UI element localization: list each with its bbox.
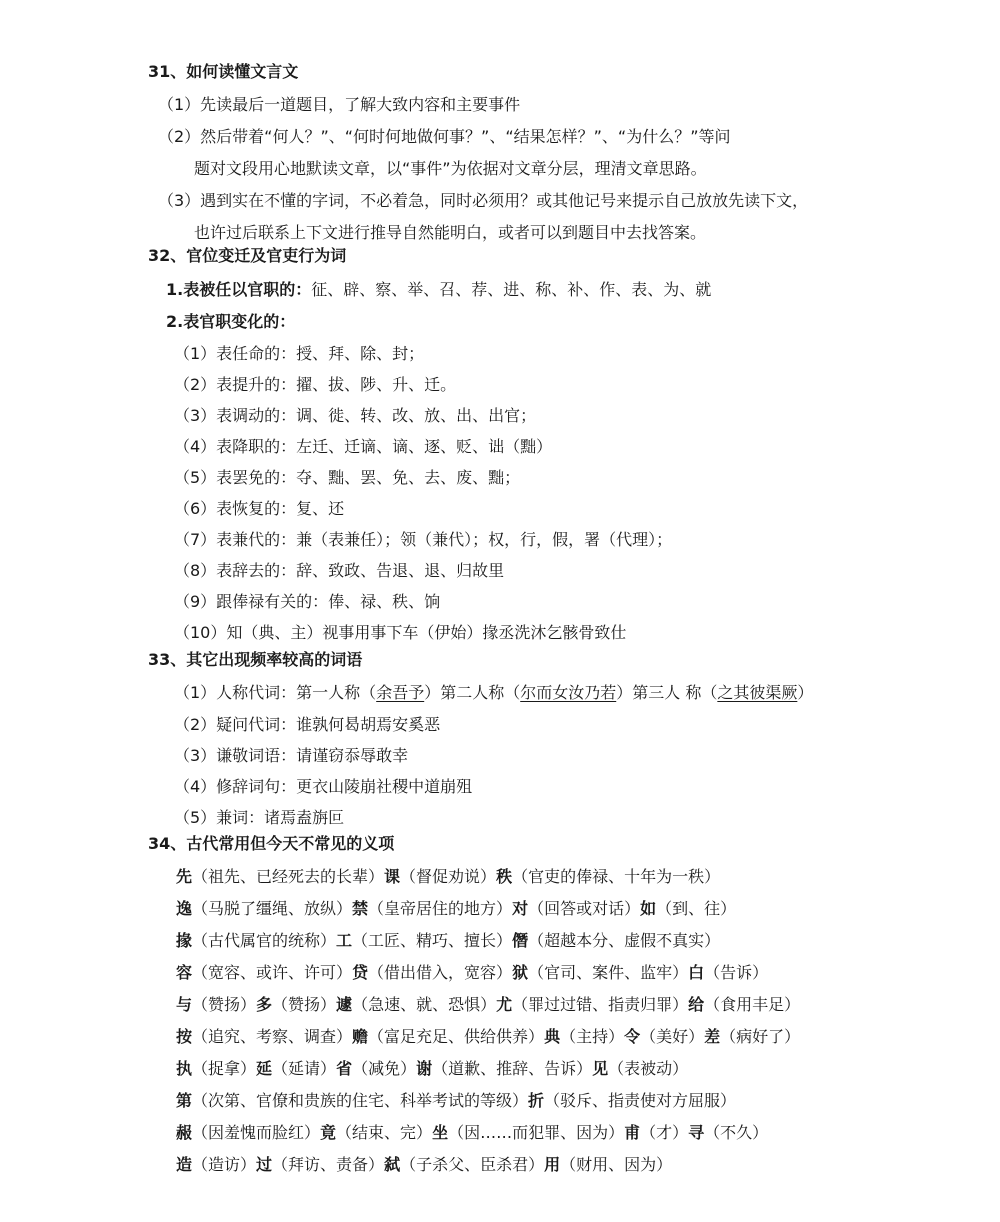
gloss: （马脱了缰绳、放纵） bbox=[192, 899, 353, 918]
s34-row bbox=[176, 897, 736, 921]
term: 如 bbox=[640, 899, 657, 918]
term: 贷 bbox=[352, 963, 369, 982]
s32-appointment-label: 1.表被任以官职的： bbox=[166, 280, 312, 299]
gloss: （皇帝居住的地方） bbox=[368, 899, 513, 918]
s33-pronoun-line bbox=[174, 681, 813, 705]
s32-item: （5）表罢免的：夺、黜、罢、免、去、废、黜； bbox=[174, 468, 521, 487]
s34-row bbox=[176, 1153, 672, 1177]
gloss: （结束、完） bbox=[336, 1123, 433, 1142]
s33-item: （2）疑问代词：谁孰何曷胡焉安奚恶 bbox=[174, 715, 441, 734]
gloss: （不久） bbox=[704, 1123, 769, 1142]
s31-point-1: （1）先读最后一道题目，了解大致内容和主要事件 bbox=[158, 95, 521, 114]
term: 给 bbox=[688, 995, 705, 1014]
section-34-title: 34、古代常用但今天不常见的义项 bbox=[148, 834, 395, 853]
term: 工 bbox=[336, 931, 353, 950]
gloss: （美好） bbox=[640, 1027, 705, 1046]
term: 尤 bbox=[496, 995, 513, 1014]
term: 赧 bbox=[176, 1123, 193, 1142]
term: 逸 bbox=[176, 899, 193, 918]
gloss: （赞扬） bbox=[192, 995, 257, 1014]
s32-appointment-line bbox=[166, 278, 711, 302]
gloss: （捉拿） bbox=[192, 1059, 257, 1078]
s34-row bbox=[176, 1121, 768, 1145]
term: 对 bbox=[512, 899, 529, 918]
s33-second-person-words: 尔而女汝乃若 bbox=[520, 683, 617, 702]
term: 僭 bbox=[512, 931, 529, 950]
s34-row bbox=[176, 961, 768, 985]
term: 与 bbox=[176, 995, 193, 1014]
gloss: （病好了） bbox=[720, 1027, 801, 1046]
term: 秩 bbox=[496, 867, 513, 886]
s33-second-person-label: ）第二人称（ bbox=[424, 683, 521, 702]
term: 多 bbox=[256, 995, 273, 1014]
s32-item: （9）跟俸禄有关的：俸、禄、秩、饷 bbox=[174, 592, 441, 611]
gloss: （宽容、或许、许可） bbox=[192, 963, 353, 982]
section-33-title: 33、其它出现频率较高的词语 bbox=[148, 650, 363, 669]
gloss: （督促劝说） bbox=[400, 867, 497, 886]
gloss: （罪过过错、指责归罪） bbox=[512, 995, 689, 1014]
term: 省 bbox=[336, 1059, 353, 1078]
term: 狱 bbox=[512, 963, 529, 982]
term: 赡 bbox=[352, 1027, 369, 1046]
gloss: （延请） bbox=[272, 1059, 337, 1078]
term: 谢 bbox=[416, 1059, 433, 1078]
term: 弑 bbox=[384, 1155, 401, 1174]
gloss: （财用、因为） bbox=[560, 1155, 673, 1174]
term: 延 bbox=[256, 1059, 273, 1078]
gloss: （道歉、推辞、告诉） bbox=[432, 1059, 593, 1078]
gloss: （借出借入，宽容） bbox=[368, 963, 513, 982]
gloss: （拜访、责备） bbox=[272, 1155, 385, 1174]
section-32-title: 32、官位变迁及官吏行为词 bbox=[148, 246, 347, 265]
term: 执 bbox=[176, 1059, 193, 1078]
s34-row bbox=[176, 1057, 688, 1081]
s34-row bbox=[176, 1089, 736, 1113]
gloss: （才） bbox=[640, 1123, 689, 1142]
s32-item: （6）表恢复的：复、还 bbox=[174, 499, 345, 518]
s32-item: （3）表调动的：调、徙、转、改、放、出、出官； bbox=[174, 406, 537, 425]
term: 坐 bbox=[432, 1123, 449, 1142]
s32-item: （10）知（典、主）视事用事下车（伊始）掾丞洗沐乞骸骨致仕 bbox=[174, 623, 627, 642]
term: 见 bbox=[592, 1059, 609, 1078]
s33-item: （4）修辞词句：更衣山陵崩社稷中道崩殂 bbox=[174, 777, 473, 796]
s31-point-3-line-2: 也许过后联系上下文进行推导自然能明白，或者可以到题目中去找答案。 bbox=[194, 223, 707, 242]
s31-point-2-line-1: （2）然后带着“何人？”、“何时何地做何事？”、“结果怎样？”、“为什么？”等问 bbox=[158, 127, 731, 146]
s32-item: （2）表提升的：擢、拔、陟、升、迁。 bbox=[174, 375, 457, 394]
term: 寻 bbox=[688, 1123, 705, 1142]
s32-appointment-words: 征、辟、察、举、召、荐、进、称、补、作、表、为、就 bbox=[311, 280, 712, 299]
term: 白 bbox=[688, 963, 705, 982]
s33-third-person-words: 之其彼渠厥 bbox=[717, 683, 798, 702]
s32-item: （1）表任命的：授、拜、除、封； bbox=[174, 344, 425, 363]
gloss: （造访） bbox=[192, 1155, 257, 1174]
gloss: （追究、考察、调查） bbox=[192, 1027, 353, 1046]
s31-point-3-line-1: （3）遇到实在不懂的字词，不必着急，同时必须用？或其他记号来提示自己放放先读下文， bbox=[158, 191, 809, 210]
gloss: （古代属官的统称） bbox=[192, 931, 337, 950]
term: 课 bbox=[384, 867, 401, 886]
gloss: （到、往） bbox=[656, 899, 737, 918]
term: 按 bbox=[176, 1027, 193, 1046]
gloss: （富足充足、供给供养） bbox=[368, 1027, 545, 1046]
gloss: （工匠、精巧、擅长） bbox=[352, 931, 513, 950]
gloss: （因羞愧而脸红） bbox=[192, 1123, 321, 1142]
gloss: （减免） bbox=[352, 1059, 417, 1078]
s34-row bbox=[176, 1025, 800, 1049]
term: 遽 bbox=[336, 995, 353, 1014]
gloss: （食用丰足） bbox=[704, 995, 801, 1014]
gloss: （表被动） bbox=[608, 1059, 689, 1078]
term: 第 bbox=[176, 1091, 193, 1110]
term: 甫 bbox=[624, 1123, 641, 1142]
s33-item: （5）兼词：诸焉盍旃叵 bbox=[174, 808, 345, 827]
s32-change-label: 2.表官职变化的： bbox=[166, 312, 296, 331]
s34-row bbox=[176, 993, 800, 1017]
term: 折 bbox=[528, 1091, 545, 1110]
s32-item: （4）表降职的：左迁、迁谪、谪、逐、贬、诎（黜） bbox=[174, 437, 553, 456]
term: 造 bbox=[176, 1155, 193, 1174]
gloss: （官司、案件、监牢） bbox=[528, 963, 689, 982]
s32-item: （7）表兼代的：兼（表兼任）；领（兼代）；权，行，假，署（代理）； bbox=[174, 530, 673, 549]
gloss: （赞扬） bbox=[272, 995, 337, 1014]
s32-item: （8）表辞去的：辞、致政、告退、退、归故里 bbox=[174, 561, 505, 580]
gloss: （告诉） bbox=[704, 963, 769, 982]
term: 典 bbox=[544, 1027, 561, 1046]
gloss: （子杀父、臣杀君） bbox=[400, 1155, 545, 1174]
term: 先 bbox=[176, 867, 193, 886]
s33-first-person-words: 余吾予 bbox=[376, 683, 425, 702]
s31-point-2-line-2: 题对文段用心地默读文章，以“事件”为依据对文章分层，理清文章思路。 bbox=[194, 159, 707, 178]
term: 差 bbox=[704, 1027, 721, 1046]
term: 竟 bbox=[320, 1123, 337, 1142]
term: 容 bbox=[176, 963, 193, 982]
gloss: （官吏的俸禄、十年为一秩） bbox=[512, 867, 721, 886]
gloss: （祖先、已经死去的长辈） bbox=[192, 867, 385, 886]
s33-pronoun-prefix: （1）人称代词：第一人称（ bbox=[174, 683, 377, 702]
gloss: （驳斥、指责使对方屈服） bbox=[544, 1091, 737, 1110]
gloss: （急速、就、恐惧） bbox=[352, 995, 497, 1014]
gloss: （超越本分、虚假不真实） bbox=[528, 931, 721, 950]
section-31-title: 31、如何读懂文言文 bbox=[148, 62, 299, 81]
gloss: （次第、官僚和贵族的住宅、科举考试的等级） bbox=[192, 1091, 529, 1110]
term: 令 bbox=[624, 1027, 641, 1046]
s34-row bbox=[176, 865, 720, 889]
gloss: （主持） bbox=[560, 1027, 625, 1046]
gloss: （回答或对话） bbox=[528, 899, 641, 918]
s33-third-person-label: ）第三人 称（ bbox=[616, 683, 718, 702]
term: 用 bbox=[544, 1155, 561, 1174]
gloss: （因……而犯罪、因为） bbox=[448, 1123, 625, 1142]
s34-row bbox=[176, 929, 720, 953]
term: 过 bbox=[256, 1155, 273, 1174]
s33-item: （3）谦敬词语：请谨窃忝辱敢幸 bbox=[174, 746, 409, 765]
term: 掾 bbox=[176, 931, 193, 950]
term: 禁 bbox=[352, 899, 369, 918]
s33-pronoun-close: ） bbox=[797, 683, 814, 702]
